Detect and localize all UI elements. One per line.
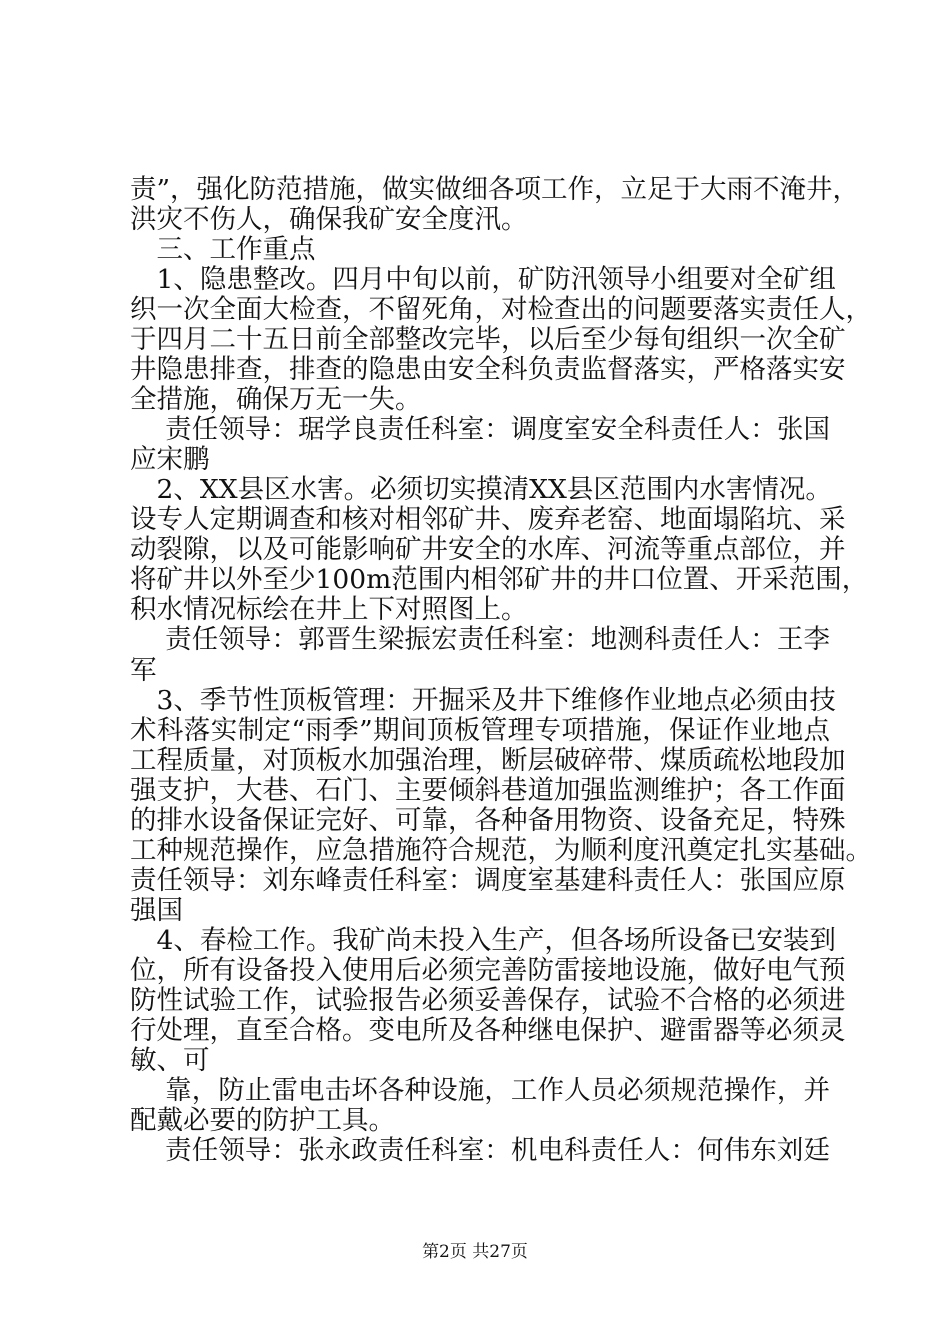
text-line: 全措施，确保万无一失。 <box>130 384 422 415</box>
text-line: 位，所有设备投入使用后必须完善防雷接地设施，做好电气预 <box>130 955 846 986</box>
text-line: 工种规范操作，应急措施符合规范，为顺利度汛奠定扎实基础。 <box>130 835 872 866</box>
text-line: 行处理，直至合格。变电所及各种继电保护、避雷器等必须灵 <box>130 1015 846 1046</box>
text-line: 4、春检工作。我矿尚未投入生产，但各场所设备已安装到 <box>130 925 836 956</box>
responsibility-line: 责任领导：琚学良责任科室：调度室安全科责任人：张国 <box>130 414 830 445</box>
text-line: 敏、可 <box>130 1045 210 1076</box>
text-line: 的排水设备保证完好、可靠，各种备用物资、设备充足，特殊 <box>130 805 846 836</box>
text-line: 2、XX县区水害。必须切实摸清XX县区范围内水害情况。 <box>130 474 832 505</box>
text-line: 配戴必要的防护工具。 <box>130 1105 395 1136</box>
text-line: 工程质量，对顶板水加强治理，断层破碎带、煤质疏松地段加 <box>130 745 846 776</box>
text-line: 动裂隙，以及可能影响矿井安全的水库、河流等重点部位，并 <box>130 534 846 565</box>
text-line: 将矿井以外至少100m范围内相邻矿井的井口位置、开采范围， <box>130 564 869 595</box>
responsibility-line: 军 <box>130 655 157 686</box>
section-heading: 三、工作重点 <box>130 234 316 265</box>
text-line: 防性试验工作，试验报告必须妥善保存，试验不合格的必须进 <box>130 985 846 1016</box>
page-footer: 第2页 共27页 <box>422 1242 528 1262</box>
text-line: 积水情况标绘在井上下对照图上。 <box>130 594 528 625</box>
responsibility-line: 责任领导：郭晋生梁振宏责任科室：地测科责任人：王李 <box>130 624 830 655</box>
text-line: 责”，强化防范措施，做实做细各项工作，立足于大雨不淹井， <box>130 174 860 205</box>
text-line: 1、隐患整改。四月中旬以前，矿防汛领导小组要对全矿组 <box>130 264 836 295</box>
text-line: 靠，防止雷电击坏各种设施，工作人员必须规范操作，并 <box>130 1075 830 1106</box>
responsibility-line: 责任领导：刘东峰责任科室：调度室基建科责任人：张国应原 <box>130 865 846 896</box>
responsibility-line: 应宋鹏 <box>130 444 210 475</box>
responsibility-line: 强国 <box>130 895 183 926</box>
text-line: 设专人定期调查和核对相邻矿井、废弃老窑、地面塌陷坑、采 <box>130 504 846 535</box>
text-line: 强支护，大巷、石门、主要倾斜巷道加强监测维护；各工作面 <box>130 775 846 806</box>
responsibility-line: 责任领导：张永政责任科室：机电科责任人：何伟东刘廷 <box>130 1135 830 1166</box>
text-line: 洪灾不伤人，确保我矿安全度汛。 <box>130 204 528 235</box>
text-line: 3、季节性顶板管理：开掘采及井下维修作业地点必须由技 <box>130 685 836 716</box>
text-line: 术科落实制定“雨季”期间顶板管理专项措施，保证作业地点 <box>130 715 830 746</box>
text-line: 于四月二十五日前全部整改完毕，以后至少每旬组织一次全矿 <box>130 324 846 355</box>
text-line: 织一次全面大检查，不留死角，对检查出的问题要落实责任人， <box>130 294 872 325</box>
text-line: 井隐患排查，排查的隐患由安全科负责监督落实，严格落实安 <box>130 354 846 385</box>
